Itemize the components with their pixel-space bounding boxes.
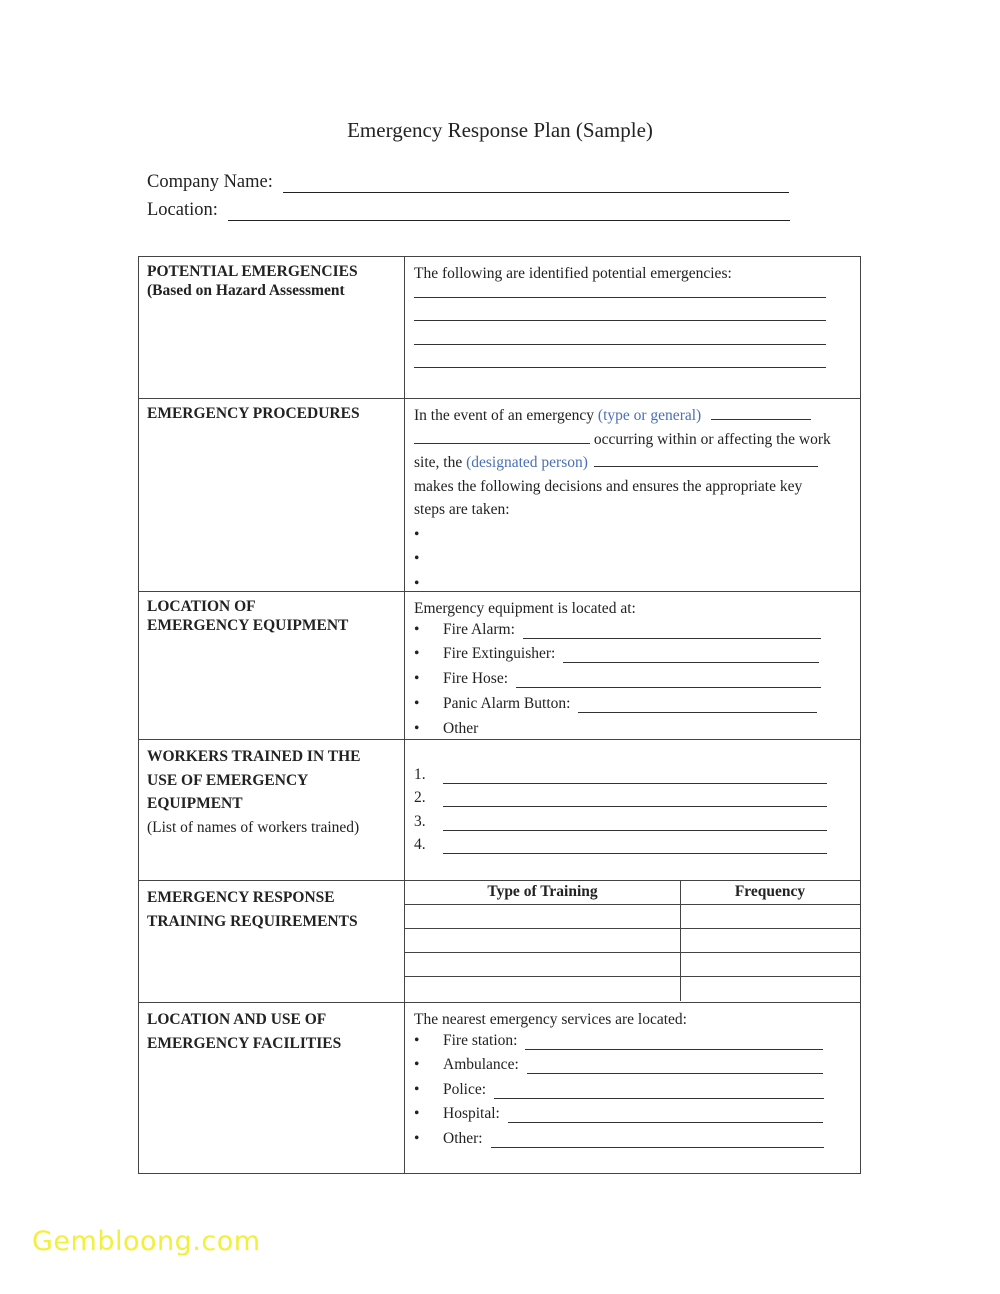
person-placeholder: (designated person) xyxy=(466,454,588,471)
workers-label-3: EQUIPMENT xyxy=(147,795,243,812)
police-blank[interactable] xyxy=(494,1085,824,1099)
potential-blank-4[interactable] xyxy=(414,367,826,368)
item-label: Panic Alarm Button: xyxy=(443,695,571,712)
training-label-2: TRAINING REQUIREMENTS xyxy=(147,912,358,930)
procedures-text-1: In the event of an emergency xyxy=(414,407,598,424)
facility-item-other xyxy=(414,1128,824,1148)
worker-row-1 xyxy=(414,764,827,784)
row-emergency-equipment xyxy=(139,592,860,740)
procedure-bullet-2: • xyxy=(414,550,420,567)
number-label: 2. xyxy=(414,789,426,806)
equipment-item-fire-hose xyxy=(414,668,821,688)
bullet-icon: • xyxy=(414,695,420,712)
procedures-label: EMERGENCY PROCEDURES xyxy=(147,405,360,422)
company-name-row xyxy=(147,172,789,193)
procedures-text-5: steps are taken: xyxy=(414,501,510,518)
row-training-requirements xyxy=(139,881,860,1003)
row-workers-trained xyxy=(139,740,860,881)
equipment-item-fire-alarm xyxy=(414,619,821,639)
item-label: Fire Alarm: xyxy=(443,621,515,638)
worker-row-2 xyxy=(414,787,827,807)
equipment-item-panic-alarm xyxy=(414,693,817,713)
location-field[interactable] xyxy=(228,203,790,221)
row-emergency-facilities xyxy=(139,1003,860,1173)
bullet-icon: • xyxy=(414,1105,420,1122)
label-cell xyxy=(139,399,405,591)
content-cell xyxy=(405,257,860,398)
bullet-icon: • xyxy=(414,621,420,638)
label-cell xyxy=(139,592,405,739)
type-placeholder: (type or general) xyxy=(597,407,702,424)
facility-item-hospital xyxy=(414,1103,823,1123)
location-label: Location: xyxy=(147,200,218,220)
type-blank-2[interactable] xyxy=(414,430,590,444)
item-label: Fire Extinguisher: xyxy=(443,645,556,662)
label-cell xyxy=(139,1003,405,1173)
fire-station-blank[interactable] xyxy=(525,1036,823,1050)
item-label: Fire Hose: xyxy=(443,670,509,687)
training-row-1[interactable] xyxy=(405,905,860,929)
worker-blank-4[interactable] xyxy=(443,840,827,854)
watermark: Gembloong.com xyxy=(32,1226,261,1257)
label-cell xyxy=(139,881,405,1002)
bullet-icon: • xyxy=(414,1081,420,1098)
content-cell xyxy=(405,740,860,880)
facility-item-fire-station xyxy=(414,1030,823,1050)
company-name-label: Company Name: xyxy=(147,172,273,192)
panic-alarm-blank[interactable] xyxy=(578,699,817,713)
equipment-item-fire-extinguisher xyxy=(414,643,819,663)
training-label-1: EMERGENCY RESPONSE xyxy=(147,889,335,906)
procedures-text-4: makes the following decisions and ensures the appropriate key xyxy=(414,477,803,495)
facilities-label-2: EMERGENCY FACILITIES xyxy=(147,1034,342,1052)
potential-text: The following are identified potential emergencies: xyxy=(414,265,732,282)
equipment-label-1: LOCATION OF xyxy=(147,598,256,615)
item-label: Police: xyxy=(443,1081,487,1098)
document-title: Emergency Response Plan (Sample) xyxy=(347,118,653,142)
training-grid-inner xyxy=(405,881,860,1002)
procedures-line-1 xyxy=(414,404,851,428)
equipment-label-2: EMERGENCY EQUIPMENT xyxy=(147,617,349,634)
other-blank[interactable] xyxy=(491,1134,824,1148)
training-row-2[interactable] xyxy=(405,929,860,953)
bullet-icon: • xyxy=(414,1130,420,1147)
row-potential-emergencies xyxy=(139,257,860,399)
label-cell xyxy=(139,740,405,880)
facility-item-police xyxy=(414,1079,824,1099)
facility-item-ambulance xyxy=(414,1054,823,1074)
location-row xyxy=(147,200,790,221)
content-cell xyxy=(405,399,860,591)
equipment-item-other xyxy=(414,718,478,738)
bullet-icon: • xyxy=(414,1032,420,1049)
potential-blank-3[interactable] xyxy=(414,344,826,345)
procedures-line-3 xyxy=(414,451,851,475)
col-header-frequency: Frequency xyxy=(680,881,860,905)
item-label: Ambulance: xyxy=(443,1056,519,1073)
bullet-icon: • xyxy=(414,720,420,737)
number-label: 4. xyxy=(414,836,426,853)
content-cell xyxy=(405,592,860,739)
facilities-text: The nearest emergency services are located: xyxy=(414,1011,687,1028)
worker-row-4 xyxy=(414,834,827,854)
potential-blank-1[interactable] xyxy=(414,297,826,298)
potential-blank-2[interactable] xyxy=(414,320,826,321)
workers-sublabel: (List of names of workers trained) xyxy=(147,818,360,836)
bullet-icon: • xyxy=(414,645,420,662)
training-grid xyxy=(405,881,860,1002)
row-emergency-procedures xyxy=(139,399,860,592)
procedure-bullet-3: • xyxy=(414,574,420,592)
item-label: Other xyxy=(443,720,479,737)
item-label: Fire station: xyxy=(443,1032,518,1049)
company-name-field[interactable] xyxy=(283,175,789,193)
facilities-label-1: LOCATION AND USE OF xyxy=(147,1011,327,1028)
fire-extinguisher-blank[interactable] xyxy=(563,649,819,663)
procedures-text-2: occurring within or affecting the work xyxy=(590,430,831,448)
potential-label-1: POTENTIAL EMERGENCIES xyxy=(147,263,358,280)
number-label: 3. xyxy=(414,813,426,830)
item-label: Hospital: xyxy=(443,1105,500,1122)
bullet-icon: • xyxy=(414,670,420,687)
bullet-icon: • xyxy=(414,1056,420,1073)
item-label: Other: xyxy=(443,1130,483,1147)
person-blank[interactable] xyxy=(594,453,818,467)
col-header-type: Type of Training xyxy=(405,881,680,905)
fire-hose-blank[interactable] xyxy=(516,674,821,688)
worker-blank-2[interactable] xyxy=(443,793,827,807)
potential-label-2: (Based on Hazard Assessment xyxy=(147,282,345,299)
procedures-line-2 xyxy=(414,428,851,452)
label-cell xyxy=(139,257,405,398)
worker-blank-3[interactable] xyxy=(443,817,827,831)
worker-row-3 xyxy=(414,811,827,831)
workers-label-2: USE OF EMERGENCY xyxy=(147,771,309,789)
equipment-text: Emergency equipment is located at: xyxy=(414,600,636,617)
plan-table xyxy=(138,256,861,1174)
type-blank[interactable] xyxy=(711,406,811,420)
content-cell xyxy=(405,1003,860,1173)
hospital-blank[interactable] xyxy=(508,1109,823,1123)
workers-label-1: WORKERS TRAINED IN THE xyxy=(147,748,361,765)
fire-alarm-blank[interactable] xyxy=(523,625,821,639)
procedure-bullet-1: • xyxy=(414,525,420,543)
number-label: 1. xyxy=(414,766,426,783)
procedures-text-3: site, the xyxy=(414,454,467,471)
ambulance-blank[interactable] xyxy=(527,1060,823,1074)
worker-blank-1[interactable] xyxy=(443,770,827,784)
training-row-3[interactable] xyxy=(405,953,860,977)
